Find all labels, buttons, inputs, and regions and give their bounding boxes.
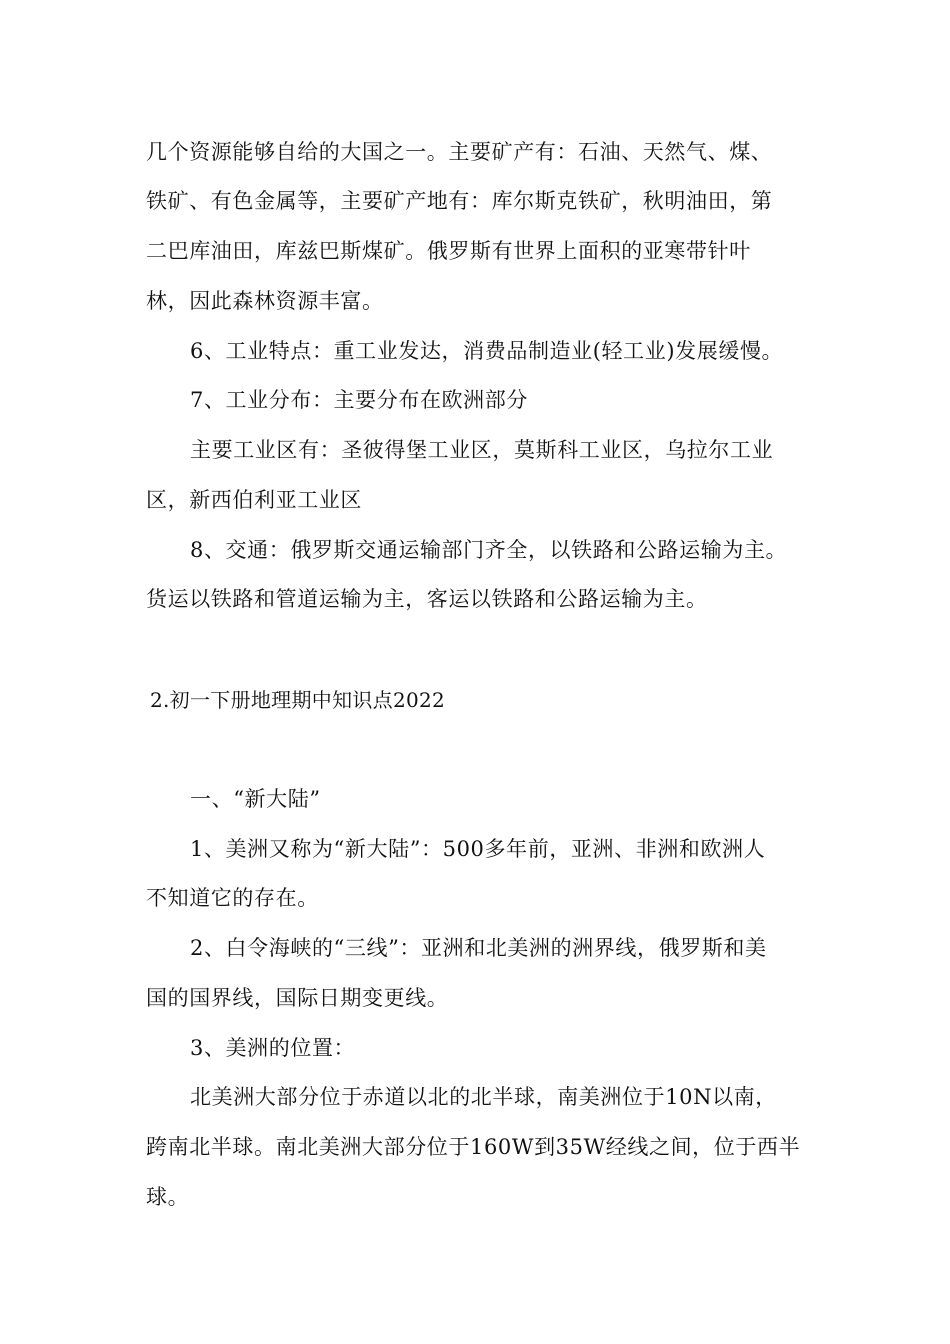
paragraph-line: 货运以铁路和管道运输为主，客运以铁路和公路运输为主。 bbox=[146, 587, 708, 611]
subsection-heading: 一、“新大陆” bbox=[190, 787, 321, 811]
paragraph-line: 几个资源能够自给的大国之一。主要矿产有：石油、天然气、煤、 bbox=[146, 140, 773, 164]
paragraph-line: 3、美洲的位置： bbox=[190, 1036, 356, 1060]
paragraph-line: 二巴库油田，库兹巴斯煤矿。俄罗斯有世界上面积的亚寒带针叶 bbox=[146, 239, 751, 263]
paragraph-line: 林，因此森林资源丰富。 bbox=[146, 289, 384, 313]
paragraph-line: 2、白令海峡的“三线”：亚洲和北美洲的洲界线，俄罗斯和美 bbox=[190, 936, 767, 960]
paragraph-line: 不知道它的存在。 bbox=[146, 886, 319, 910]
paragraph-line: 主要工业区有：圣彼得堡工业区，莫斯科工业区，乌拉尔工业 bbox=[190, 438, 774, 462]
paragraph-line: 区，新西伯利亚工业区 bbox=[146, 488, 362, 512]
paragraph-line: 6、工业特点：重工业发达，消费品制造业(轻工业)发展缓慢。 bbox=[190, 339, 784, 363]
paragraph-line: 8、交通：俄罗斯交通运输部门齐全，以铁路和公路运输为主。 bbox=[190, 538, 788, 562]
section-heading: 2.初一下册地理期中知识点2022 bbox=[150, 688, 446, 712]
paragraph-line: 7、工业分布：主要分布在欧洲部分 bbox=[190, 388, 528, 412]
paragraph-line: 1、美洲又称为“新大陆”：500多年前，亚洲、非洲和欧洲人 bbox=[190, 837, 766, 861]
paragraph-line: 铁矿、有色金属等，主要矿产地有：库尔斯克铁矿，秋明油田，第 bbox=[146, 189, 773, 213]
paragraph-line: 国的国界线，国际日期变更线。 bbox=[146, 986, 449, 1010]
paragraph-line: 球。 bbox=[146, 1185, 190, 1209]
paragraph-line: 跨南北半球。南北美洲大部分位于160W到35W经线之间，位于西半 bbox=[146, 1135, 801, 1159]
paragraph-line: 北美洲大部分位于赤道以北的北半球，南美洲位于10N以南， bbox=[190, 1085, 777, 1109]
